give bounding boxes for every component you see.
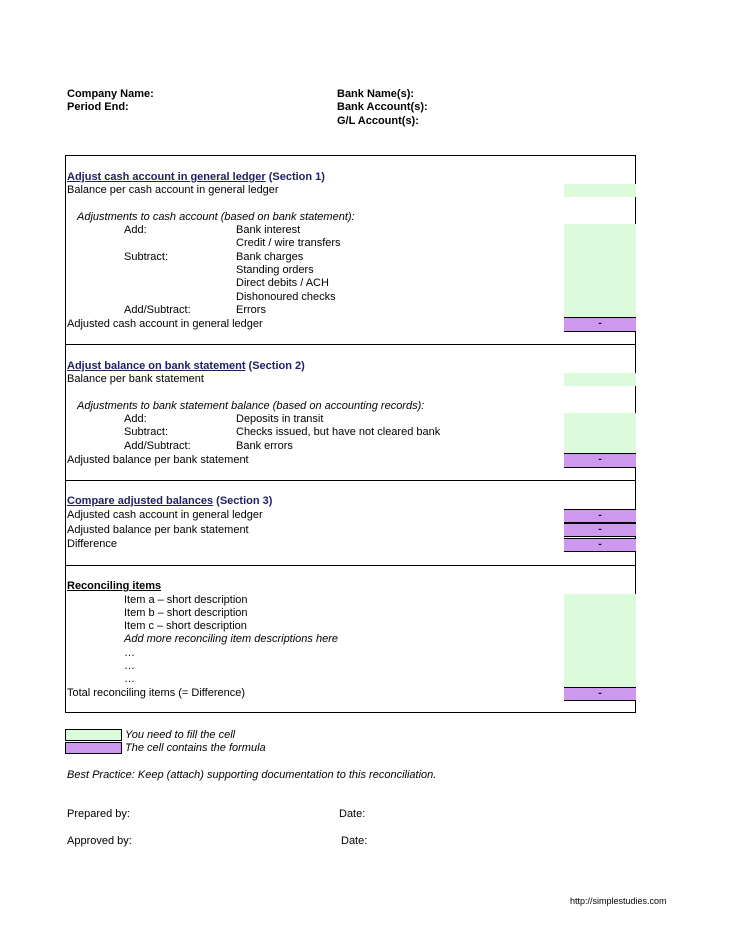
period-end-label: Period End: xyxy=(67,101,129,113)
bank-accounts-label: Bank Account(s): xyxy=(337,101,428,113)
ellipsis-row: … xyxy=(124,647,135,659)
section-divider xyxy=(66,344,636,345)
errors-label: Errors xyxy=(236,304,266,316)
legend-formula-swatch xyxy=(65,742,122,754)
ellipsis-row: … xyxy=(124,673,135,685)
section3-title: Compare adjusted balances (Section 3) xyxy=(67,495,273,507)
approved-date-label: Date: xyxy=(341,835,368,847)
section1-adjustments-label: Adjustments to cash account (based on bank statement): xyxy=(77,211,355,223)
add-more-label: Add more reconciling item descriptions here xyxy=(124,633,338,645)
approved-by-label: Approved by: xyxy=(67,835,132,847)
section2-add-subtract-label: Add/Subtract: xyxy=(124,440,191,452)
section1-title: Adjust cash account in general ledger (Section 1) xyxy=(67,171,325,183)
gl-accounts-label: G/L Account(s): xyxy=(337,115,419,127)
section-divider xyxy=(66,565,636,566)
section1-balance-input[interactable] xyxy=(564,184,636,197)
item-c-label: Item c – short description xyxy=(124,620,247,632)
section2-title: Adjust balance on bank statement (Section 2) xyxy=(67,360,305,372)
standing-orders-label: Standing orders xyxy=(236,264,314,276)
section2-adjusted-label: Adjusted balance per bank statement xyxy=(67,454,249,466)
bank-interest-label: Bank interest xyxy=(236,224,301,236)
total-reconciling-formula: - xyxy=(564,687,636,701)
direct-debits-label: Direct debits / ACH xyxy=(236,277,329,289)
section3-row2-label: Adjusted balance per bank statement xyxy=(67,524,249,536)
bank-charges-label: Bank charges xyxy=(236,251,304,263)
bank-names-label: Bank Name(s): xyxy=(337,88,415,100)
company-name-label: Company Name: xyxy=(67,88,154,100)
section1-add-label: Add: xyxy=(124,224,147,236)
item-a-label: Item a – short description xyxy=(124,594,248,606)
section2-add-label: Add: xyxy=(124,413,147,425)
section2-balance-label: Balance per bank statement xyxy=(67,373,204,385)
total-reconciling-label: Total reconciling items (= Difference) xyxy=(67,687,246,699)
section2-adjusted-formula: - xyxy=(564,453,636,468)
reconciling-title: Reconciling items xyxy=(67,580,162,592)
section2-balance-input[interactable] xyxy=(564,373,636,386)
footer-url: http://simplestudies.com xyxy=(570,896,667,906)
section2-subtract-label: Subtract: xyxy=(124,426,169,438)
prepared-date-label: Date: xyxy=(339,808,366,820)
section1-add-subtract-label: Add/Subtract: xyxy=(124,304,191,316)
item-b-label: Item b – short description xyxy=(124,607,248,619)
section1-adjusted-formula: - xyxy=(564,317,636,332)
section3-difference-formula: - xyxy=(564,538,636,552)
checks-issued-label: Checks issued, but have not cleared bank xyxy=(236,426,441,438)
section3-row2-formula: - xyxy=(564,523,636,537)
section-divider xyxy=(66,480,636,481)
credit-wire-label: Credit / wire transfers xyxy=(236,237,341,249)
reconciling-items-input[interactable] xyxy=(564,594,636,687)
section3-row1-label: Adjusted cash account in general ledger xyxy=(67,509,263,521)
section3-row1-formula: - xyxy=(564,509,636,523)
best-practice-note: Best Practice: Keep (attach) supporting documentation to this reconciliation. xyxy=(67,769,437,781)
dishonoured-checks-label: Dishonoured checks xyxy=(236,291,336,303)
legend-fill-label: You need to fill the cell xyxy=(125,729,236,741)
section1-adjusted-label: Adjusted cash account in general ledger xyxy=(67,318,263,330)
section1-adjustments-input[interactable] xyxy=(564,224,636,317)
ellipsis-row: … xyxy=(124,660,135,672)
bank-errors-label: Bank errors xyxy=(236,440,293,452)
deposits-in-transit-label: Deposits in transit xyxy=(236,413,324,425)
section2-adjustments-input[interactable] xyxy=(564,413,636,453)
legend-fill-swatch xyxy=(65,729,122,741)
prepared-by-label: Prepared by: xyxy=(67,808,130,820)
section2-adjustments-label: Adjustments to bank statement balance (based on accounting records): xyxy=(77,400,425,412)
section1-subtract-label: Subtract: xyxy=(124,251,169,263)
section3-row3-label: Difference xyxy=(67,538,117,550)
legend-formula-label: The cell contains the formula xyxy=(125,742,266,754)
section1-balance-label: Balance per cash account in general ledger xyxy=(67,184,279,196)
